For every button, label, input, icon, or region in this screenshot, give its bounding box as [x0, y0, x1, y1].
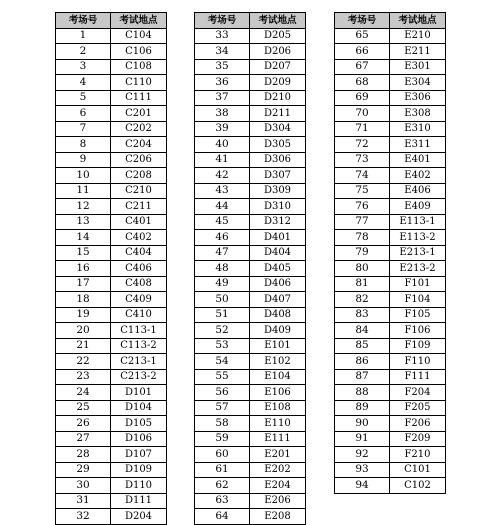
exam-location-cell: D211: [250, 106, 306, 122]
room-number-cell: 94: [335, 478, 390, 494]
exam-location-cell: F210: [390, 447, 446, 463]
table-row: [335, 354, 446, 370]
exam-location-cell: E101: [250, 338, 306, 354]
room-number-cell: 39: [195, 121, 250, 137]
table-row: [56, 261, 167, 277]
room-number-cell: 21: [56, 338, 111, 354]
room-number-cell: 74: [335, 168, 390, 184]
room-number-cell: 56: [195, 385, 250, 401]
exam-location-cell: D111: [111, 493, 167, 509]
table-row: [195, 478, 306, 494]
table-row: [195, 137, 306, 153]
table-row: [335, 137, 446, 153]
table-row: [195, 59, 306, 75]
room-number-cell: 42: [195, 168, 250, 184]
exam-location-cell: C404: [111, 245, 167, 261]
exam-location-cell: C211: [111, 199, 167, 215]
room-number-cell: 14: [56, 230, 111, 246]
table-row: [335, 230, 446, 246]
room-number-cell: 81: [335, 276, 390, 292]
exam-location-cell: E306: [390, 90, 446, 106]
room-number-cell: 43: [195, 183, 250, 199]
exam-location-cell: F206: [390, 416, 446, 432]
table-row: [335, 75, 446, 91]
table-row: [195, 230, 306, 246]
table-row: [195, 493, 306, 509]
table-row: [335, 431, 446, 447]
table-row: [56, 385, 167, 401]
room-number-cell: 15: [56, 245, 111, 261]
exam-location-cell: C106: [111, 44, 167, 60]
room-number-cell: 48: [195, 261, 250, 277]
exam-location-cell: E113-2: [390, 230, 446, 246]
room-number-cell: 33: [195, 28, 250, 44]
exam-location-cell: D209: [250, 75, 306, 91]
table-row: [56, 493, 167, 509]
exam-location-cell: E311: [390, 137, 446, 153]
exam-location-cell: E304: [390, 75, 446, 91]
table-row: [56, 354, 167, 370]
table-row: [195, 183, 306, 199]
table-row: [195, 447, 306, 463]
room-number-cell: 63: [195, 493, 250, 509]
room-number-cell: 90: [335, 416, 390, 432]
table-row: [335, 106, 446, 122]
table-row: [56, 199, 167, 215]
room-number-cell: 44: [195, 199, 250, 215]
exam-location-cell: C108: [111, 59, 167, 75]
exam-location-cell: F204: [390, 385, 446, 401]
exam-location-cell: E301: [390, 59, 446, 75]
table-row: [56, 276, 167, 292]
table-row: [335, 385, 446, 401]
exam-location-cell: E104: [250, 369, 306, 385]
exam-location-cell: C406: [111, 261, 167, 277]
table-row: [195, 431, 306, 447]
table-row: [335, 152, 446, 168]
table-row: [195, 152, 306, 168]
table-row: [195, 462, 306, 478]
exam-location-cell: D408: [250, 307, 306, 323]
table-row: [195, 199, 306, 215]
room-number-cell: 36: [195, 75, 250, 91]
room-number-cell: 20: [56, 323, 111, 339]
exam-location-cell: E213-1: [390, 245, 446, 261]
exam-location-cell: E310: [390, 121, 446, 137]
exam-location-cell: E406: [390, 183, 446, 199]
exam-location-cell: E102: [250, 354, 306, 370]
header-row: [335, 13, 446, 29]
exam-location-cell: C102: [390, 478, 446, 494]
exam-location-cell: D404: [250, 245, 306, 261]
table-body: [56, 28, 167, 524]
exam-location-cell: D109: [111, 462, 167, 478]
room-number-cell: 35: [195, 59, 250, 75]
table-row: [335, 369, 446, 385]
exam-location-cell: D206: [250, 44, 306, 60]
table-row: [335, 44, 446, 60]
exam-location-cell: C409: [111, 292, 167, 308]
table-row: [195, 276, 306, 292]
room-number-cell: 16: [56, 261, 111, 277]
room-number-cell: 3: [56, 59, 111, 75]
header-room-number: 考场号: [335, 13, 390, 29]
table-row: [195, 416, 306, 432]
table-row: [56, 183, 167, 199]
table-row: [335, 478, 446, 494]
table-row: [195, 90, 306, 106]
exam-location-cell: F109: [390, 338, 446, 354]
exam-location-cell: E208: [250, 509, 306, 525]
exam-location-cell: D312: [250, 214, 306, 230]
exam-location-cell: C408: [111, 276, 167, 292]
room-number-cell: 77: [335, 214, 390, 230]
exam-location-cell: C101: [390, 462, 446, 478]
table-row: [335, 245, 446, 261]
room-number-cell: 18: [56, 292, 111, 308]
table-row: [56, 509, 167, 525]
room-number-cell: 68: [335, 75, 390, 91]
exam-location-cell: E201: [250, 447, 306, 463]
exam-location-cell: F110: [390, 354, 446, 370]
exam-location-cell: C204: [111, 137, 167, 153]
room-number-cell: 2: [56, 44, 111, 60]
exam-location-cell: C410: [111, 307, 167, 323]
room-number-cell: 24: [56, 385, 111, 401]
table-row: [56, 292, 167, 308]
exam-location-cell: D310: [250, 199, 306, 215]
table-body: [195, 28, 306, 524]
room-number-cell: 27: [56, 431, 111, 447]
exam-location-cell: E110: [250, 416, 306, 432]
exam-location-cell: E210: [390, 28, 446, 44]
exam-location-cell: D304: [250, 121, 306, 137]
table-row: [56, 168, 167, 184]
room-number-cell: 73: [335, 152, 390, 168]
exam-location-cell: F105: [390, 307, 446, 323]
table-row: [335, 168, 446, 184]
exam-location-cell: D204: [111, 509, 167, 525]
room-number-cell: 53: [195, 338, 250, 354]
room-number-cell: 46: [195, 230, 250, 246]
room-number-cell: 59: [195, 431, 250, 447]
room-number-cell: 49: [195, 276, 250, 292]
table-row: [56, 152, 167, 168]
room-number-cell: 71: [335, 121, 390, 137]
table-row: [195, 369, 306, 385]
room-number-cell: 13: [56, 214, 111, 230]
table-row: [56, 307, 167, 323]
table-row: [56, 121, 167, 137]
room-number-cell: 11: [56, 183, 111, 199]
room-number-cell: 7: [56, 121, 111, 137]
exam-location-cell: E401: [390, 152, 446, 168]
exam-location-cell: F106: [390, 323, 446, 339]
exam-location-cell: D309: [250, 183, 306, 199]
header-exam-location: 考试地点: [250, 13, 306, 29]
table-row: [195, 292, 306, 308]
room-number-cell: 80: [335, 261, 390, 277]
header-exam-location: 考试地点: [111, 13, 167, 29]
room-number-cell: 45: [195, 214, 250, 230]
exam-location-cell: D110: [111, 478, 167, 494]
table-row: [56, 230, 167, 246]
room-number-cell: 79: [335, 245, 390, 261]
exam-location-cell: D407: [250, 292, 306, 308]
exam-location-cell: E308: [390, 106, 446, 122]
table-row: [56, 323, 167, 339]
exam-room-table-3: [334, 12, 446, 494]
exam-location-cell: D101: [111, 385, 167, 401]
room-number-cell: 4: [56, 75, 111, 91]
room-number-cell: 47: [195, 245, 250, 261]
room-number-cell: 41: [195, 152, 250, 168]
room-number-cell: 92: [335, 447, 390, 463]
room-number-cell: 72: [335, 137, 390, 153]
exam-location-cell: D401: [250, 230, 306, 246]
exam-location-cell: D409: [250, 323, 306, 339]
room-number-cell: 8: [56, 137, 111, 153]
room-number-cell: 54: [195, 354, 250, 370]
table-row: [195, 75, 306, 91]
table-row: [56, 137, 167, 153]
exam-location-cell: D107: [111, 447, 167, 463]
table-row: [195, 245, 306, 261]
table-row: [335, 400, 446, 416]
exam-location-cell: C401: [111, 214, 167, 230]
table-row: [56, 75, 167, 91]
exam-location-cell: F111: [390, 369, 446, 385]
exam-location-cell: C111: [111, 90, 167, 106]
exam-location-cell: C210: [111, 183, 167, 199]
table-row: [56, 447, 167, 463]
exam-location-cell: C202: [111, 121, 167, 137]
header-row: [195, 13, 306, 29]
exam-location-cell: D406: [250, 276, 306, 292]
table-row: [335, 447, 446, 463]
table-row: [335, 28, 446, 44]
exam-location-cell: C104: [111, 28, 167, 44]
room-number-cell: 75: [335, 183, 390, 199]
room-number-cell: 30: [56, 478, 111, 494]
room-number-cell: 65: [335, 28, 390, 44]
exam-location-cell: E106: [250, 385, 306, 401]
room-number-cell: 62: [195, 478, 250, 494]
room-number-cell: 9: [56, 152, 111, 168]
exam-location-cell: D106: [111, 431, 167, 447]
room-number-cell: 57: [195, 400, 250, 416]
table-row: [335, 121, 446, 137]
room-number-cell: 29: [56, 462, 111, 478]
table-row: [56, 106, 167, 122]
room-number-cell: 91: [335, 431, 390, 447]
table-row: [195, 307, 306, 323]
room-number-cell: 60: [195, 447, 250, 463]
exam-location-cell: C402: [111, 230, 167, 246]
table-row: [56, 338, 167, 354]
table-row: [195, 354, 306, 370]
table-row: [56, 369, 167, 385]
exam-location-cell: C213-1: [111, 354, 167, 370]
table-row: [56, 90, 167, 106]
table-row: [195, 385, 306, 401]
table-row: [195, 214, 306, 230]
room-number-cell: 37: [195, 90, 250, 106]
table-row: [335, 90, 446, 106]
room-number-cell: 82: [335, 292, 390, 308]
exam-location-cell: E211: [390, 44, 446, 60]
table-row: [195, 338, 306, 354]
table-row: [335, 199, 446, 215]
table-row: [335, 307, 446, 323]
room-number-cell: 10: [56, 168, 111, 184]
room-number-cell: 83: [335, 307, 390, 323]
room-number-cell: 78: [335, 230, 390, 246]
table-row: [335, 292, 446, 308]
exam-location-cell: D205: [250, 28, 306, 44]
exam-location-cell: C206: [111, 152, 167, 168]
exam-location-cell: C110: [111, 75, 167, 91]
table-row: [56, 462, 167, 478]
room-number-cell: 32: [56, 509, 111, 525]
room-number-cell: 40: [195, 137, 250, 153]
exam-location-cell: C201: [111, 106, 167, 122]
room-number-cell: 1: [56, 28, 111, 44]
exam-location-cell: E113-1: [390, 214, 446, 230]
table-row: [335, 462, 446, 478]
exam-location-cell: F209: [390, 431, 446, 447]
table-row: [335, 338, 446, 354]
room-number-cell: 28: [56, 447, 111, 463]
table-row: [335, 323, 446, 339]
table-row: [56, 59, 167, 75]
room-number-cell: 88: [335, 385, 390, 401]
table-row: [195, 323, 306, 339]
exam-location-cell: E409: [390, 199, 446, 215]
header-exam-location: 考试地点: [390, 13, 446, 29]
header-row: [56, 13, 167, 29]
room-number-cell: 70: [335, 106, 390, 122]
exam-location-cell: E206: [250, 493, 306, 509]
exam-location-cell: F205: [390, 400, 446, 416]
exam-location-cell: D207: [250, 59, 306, 75]
exam-location-cell: D210: [250, 90, 306, 106]
table-row: [195, 168, 306, 184]
table-row: [56, 245, 167, 261]
exam-location-cell: F101: [390, 276, 446, 292]
exam-location-cell: C208: [111, 168, 167, 184]
table-row: [195, 44, 306, 60]
room-number-cell: 50: [195, 292, 250, 308]
room-number-cell: 85: [335, 338, 390, 354]
room-number-cell: 86: [335, 354, 390, 370]
room-number-cell: 17: [56, 276, 111, 292]
table-row: [56, 416, 167, 432]
table-row: [195, 28, 306, 44]
room-number-cell: 93: [335, 462, 390, 478]
room-number-cell: 64: [195, 509, 250, 525]
exam-location-cell: E202: [250, 462, 306, 478]
room-number-cell: 89: [335, 400, 390, 416]
table-body: [335, 28, 446, 493]
table-row: [335, 59, 446, 75]
room-number-cell: 5: [56, 90, 111, 106]
table-row: [335, 214, 446, 230]
exam-location-cell: D305: [250, 137, 306, 153]
table-row: [195, 261, 306, 277]
room-number-cell: 51: [195, 307, 250, 323]
exam-location-cell: F104: [390, 292, 446, 308]
exam-location-cell: D104: [111, 400, 167, 416]
room-number-cell: 25: [56, 400, 111, 416]
exam-location-cell: C213-2: [111, 369, 167, 385]
table-row: [195, 400, 306, 416]
room-number-cell: 12: [56, 199, 111, 215]
room-number-cell: 19: [56, 307, 111, 323]
table-row: [56, 44, 167, 60]
exam-location-cell: E108: [250, 400, 306, 416]
room-number-cell: 34: [195, 44, 250, 60]
room-number-cell: 26: [56, 416, 111, 432]
table-row: [195, 121, 306, 137]
header-room-number: 考场号: [195, 13, 250, 29]
room-number-cell: 52: [195, 323, 250, 339]
table-row: [56, 431, 167, 447]
room-number-cell: 55: [195, 369, 250, 385]
room-number-cell: 67: [335, 59, 390, 75]
room-number-cell: 6: [56, 106, 111, 122]
exam-location-cell: E111: [250, 431, 306, 447]
table-row: [56, 214, 167, 230]
table-row: [56, 28, 167, 44]
table-row: [56, 400, 167, 416]
exam-location-cell: E213-2: [390, 261, 446, 277]
room-number-cell: 84: [335, 323, 390, 339]
exam-location-cell: E204: [250, 478, 306, 494]
room-number-cell: 23: [56, 369, 111, 385]
room-number-cell: 38: [195, 106, 250, 122]
table-row: [195, 509, 306, 525]
table-row: [335, 276, 446, 292]
room-number-cell: 58: [195, 416, 250, 432]
room-number-cell: 61: [195, 462, 250, 478]
room-number-cell: 66: [335, 44, 390, 60]
exam-location-cell: C113-1: [111, 323, 167, 339]
exam-room-table-1: [55, 12, 167, 525]
exam-location-cell: C113-2: [111, 338, 167, 354]
room-number-cell: 22: [56, 354, 111, 370]
exam-location-cell: E402: [390, 168, 446, 184]
table-row: [56, 478, 167, 494]
table-row: [335, 416, 446, 432]
room-number-cell: 87: [335, 369, 390, 385]
exam-location-cell: D105: [111, 416, 167, 432]
room-number-cell: 69: [335, 90, 390, 106]
table-row: [335, 183, 446, 199]
exam-location-cell: D306: [250, 152, 306, 168]
exam-location-cell: D307: [250, 168, 306, 184]
table-row: [195, 106, 306, 122]
header-room-number: 考场号: [56, 13, 111, 29]
room-number-cell: 31: [56, 493, 111, 509]
room-number-cell: 76: [335, 199, 390, 215]
table-row: [335, 261, 446, 277]
exam-location-cell: D405: [250, 261, 306, 277]
exam-room-table-2: [194, 12, 306, 525]
